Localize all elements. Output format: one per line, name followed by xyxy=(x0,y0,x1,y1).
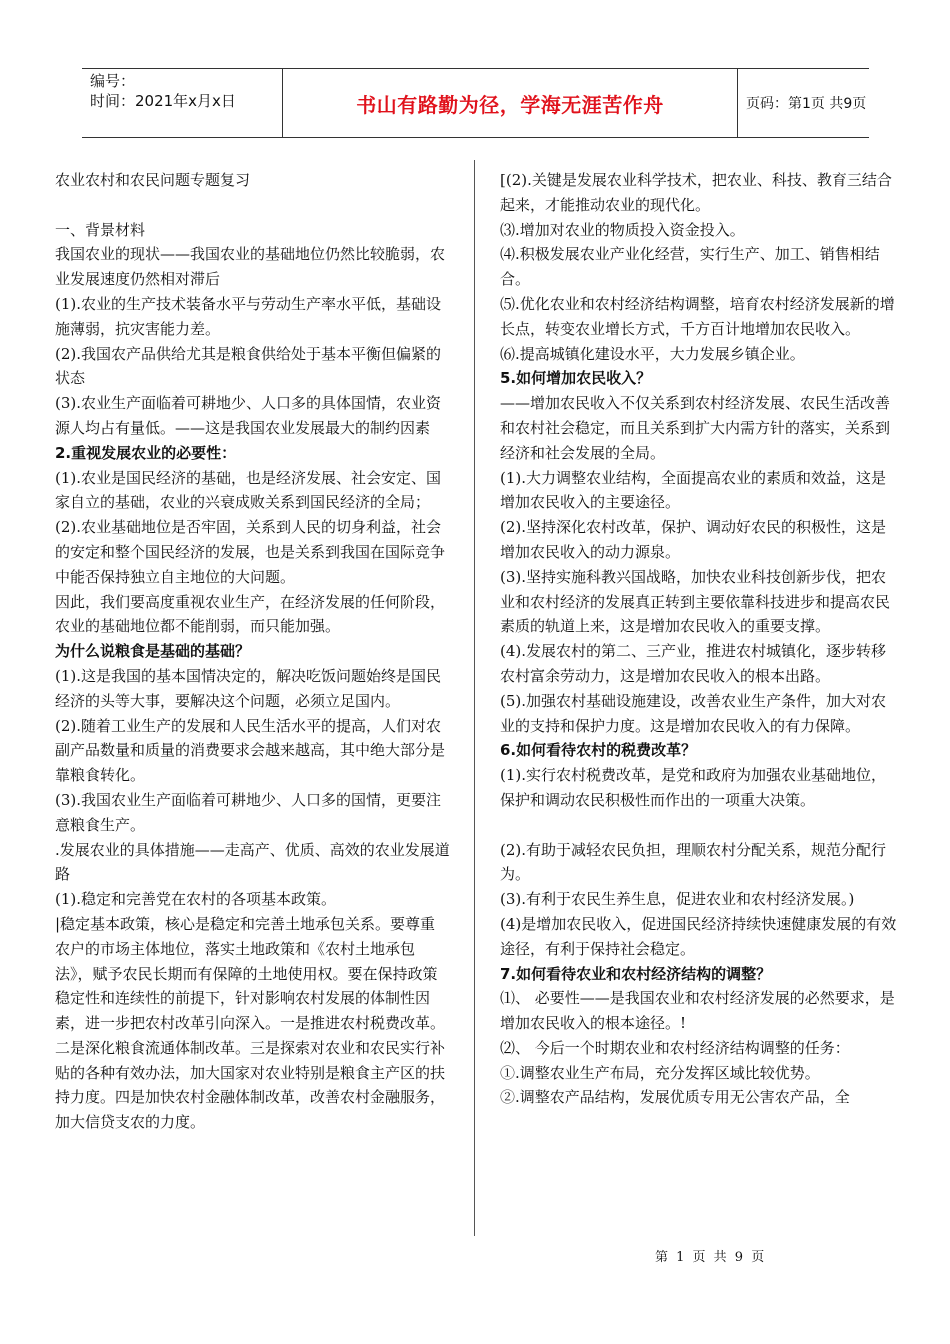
paragraph: ⑶.增加对农业的物质投入资金投入。 xyxy=(500,220,745,239)
paragraph: ①.调整农业生产布局，充分发挥区域比较优势。 xyxy=(500,1063,820,1082)
paragraph: (1).大力调整农业结构，全面提高农业的素质和效益，这是增加农民收入的主要途径。 xyxy=(500,468,887,512)
paragraph: (2).随着工业生产的发展和人民生活水平的提高，人们对农副产品数量和质量的消费要求会越来越高，其中绝大部分是靠粮食转化。 xyxy=(55,716,446,785)
left-column xyxy=(55,168,450,1135)
paragraph: (3).我国农业生产面临着可耕地少、人口多的国情，更要注意粮食生产。 xyxy=(55,790,442,834)
paragraph: (3).坚持实施科教兴国战略，加快农业科技创新步伐，把农业和农村经济的发展真正转到主要依靠科技进步和提高农民素质的轨道上来，这是增加农民收入的重要支撑。 xyxy=(500,567,891,636)
paragraph: (4)是增加农民收入，促进国民经济持续快速健康发展的有效途径，有利于保持社会稳定。 xyxy=(500,914,897,958)
right-column xyxy=(500,168,900,1110)
motto: 书山有路勤为径，学海无涯苦作舟 xyxy=(356,92,664,117)
blank-line xyxy=(500,813,900,838)
paragraph: ⑹.提高城镇化建设水平，大力发展乡镇企业。 xyxy=(500,344,805,363)
paragraph: 因此，我们要高度重视农业生产，在经济发展的任何阶段，农业的基础地位都不能削弱，而只能加强。 xyxy=(55,592,446,636)
paragraph: |稳定基本政策，核心是稳定和完善土地承包关系。要尊重农户的市场主体地位，落实土地政策和《农村土地承包法》，赋予农民长期而有保障的土地使用权。要在保持政策稳定性和连续性的前提下，针对影响农村发展的体制性因素，进一步把农村改革引向深入。一是推进农村税费改革。二是深化粮食流通体制改革。三是探索对农业和农民实行补贴的各种有效办法，加大国家对农业特别是粮食主产区的扶持力度。四是加快农村金融体制改革，改善农村金融服务，加大信贷支农的力度。 xyxy=(55,914,446,1132)
paragraph: (3).有利于农民生养生息，促进农业和农村经济发展。) xyxy=(500,890,855,909)
page-footer: 第 1 页 共 9 页 xyxy=(655,1250,767,1265)
paragraph: (2).有助于减轻农民负担，理顺农村分配关系，规范分配行为。 xyxy=(500,840,887,884)
paragraph: ——增加农民收入不仅关系到农村经济发展、农民生活改善和农村社会稳定，而且关系到扩大内需方针的落实，关系到经济和社会发展的全局。 xyxy=(500,394,891,462)
paragraph: (2).坚持深化农村改革，保护、调动好农民的积极性，这是增加农民收入的动力源泉。 xyxy=(500,518,887,561)
paragraph: ⑵、 今后一个时期农业和农村经济结构调整的任务： xyxy=(500,1038,850,1057)
paragraph: ⑷.积极发展农业产业化经营，实行生产、加工、销售相结合。 xyxy=(500,245,880,289)
column-divider xyxy=(474,160,475,1236)
question-heading: 2.重视发展农业的必要性： xyxy=(55,443,237,462)
page-number-label: 页码：第1页 共9页 xyxy=(746,96,867,112)
paragraph: ⑸.优化农业和农村经济结构调整，培育农村经济发展新的增长点，转变农业增长方式，千方百计地增加农民收入。 xyxy=(500,294,895,338)
paragraph: (1).实行农村税费改革，是党和政府为加强农业基础地位，保护和调动农民积极性而作出的一项重大决策。 xyxy=(500,766,887,809)
paragraph: (1).这是我国的基本国情决定的，解决吃饭问题始终是国民经济的头等大事，要解决这个问题，必须立足国内。 xyxy=(55,666,442,710)
paragraph: (2).农业基础地位是否牢固，关系到人民的切身利益，社会的安定和整个国民经济的发展，也是关系到我国在国际竞争中能否保持独立自主地位的大问题。 xyxy=(55,518,446,586)
doc-time-label: 时间：2021年x月x日 xyxy=(90,92,236,110)
header-motto-cell xyxy=(282,69,738,137)
paragraph: .发展农业的具体措施——走高产、优质、高效的农业发展道路 xyxy=(55,840,450,884)
paragraph: (4).发展农村的第二、三产业，推进农村城镇化，逐步转移农村富余劳动力，这是增加农民收入的根本出路。 xyxy=(500,642,887,685)
paragraph: ②.调整农产品结构，发展优质专用无公害农产品，全 xyxy=(500,1088,850,1107)
page-header xyxy=(82,68,869,138)
paragraph: (2).我国农产品供给尤其是粮食供给处于基本平衡但偏紧的状态 xyxy=(55,344,442,388)
question-heading: 7.如何看待农业和农村经济结构的调整？ xyxy=(500,964,772,983)
question-heading: 6.如何看待农村的税费改革？ xyxy=(500,741,697,760)
question-heading: 为什么说粮食是基础的基础？ xyxy=(55,642,251,661)
question-heading: 5.如何增加农民收入？ xyxy=(500,369,652,388)
header-info xyxy=(90,71,280,111)
paragraph: [(2).关键是发展农业科学技术，把农业、科技、教育三结合起来，才能推动农业的现代化。 xyxy=(500,171,892,214)
paragraph: (1).农业是国民经济的基础，也是经济发展、社会安定、国家自立的基础，农业的兴衰成败关系到国民经济的全局； xyxy=(55,468,442,512)
paragraph: (3).农业生产面临着可耕地少、人口多的具体国情，农业资源人均占有量低。——这是我国农业发展最大的制约因素 xyxy=(55,394,442,437)
doc-number-label: 编号： xyxy=(90,72,136,90)
paragraph: (1).稳定和完善党在农村的各项基本政策。 xyxy=(55,890,337,909)
doc-title: 农业农村和农民问题专题复习 xyxy=(55,171,251,189)
blank-line xyxy=(55,193,450,218)
paragraph: (1).农业的生产技术装备水平与劳动生产率水平低，基础设施薄弱，抗灾害能力差。 xyxy=(55,294,442,338)
paragraph: ⑴、 必要性——是我国农业和农村经济发展的必然要求，是增加农民收入的根本途径。! xyxy=(500,989,895,1033)
section-heading: 一、背景材料 xyxy=(55,220,146,239)
paragraph: 我国农业的现状——我国农业的基础地位仍然比较脆弱，农业发展速度仍然相对滞后 xyxy=(55,245,446,289)
paragraph: (5).加强农村基础设施建设，改善农业生产条件，加大对农业的支持和保护力度。这是增加农民收入的有力保障。 xyxy=(500,691,887,735)
